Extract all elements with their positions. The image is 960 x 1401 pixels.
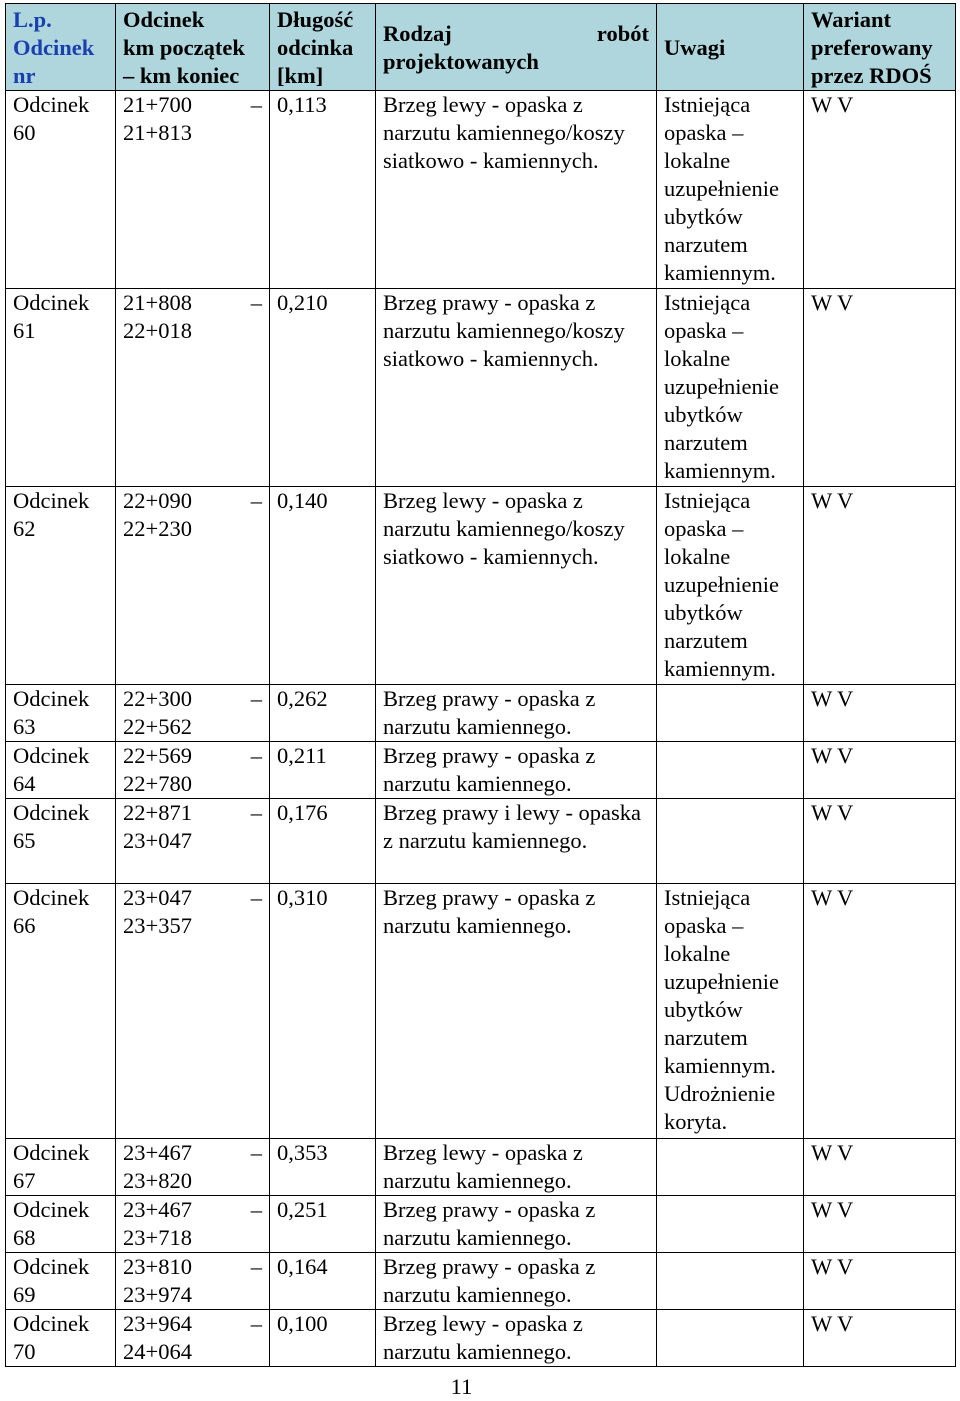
cell-km (116, 685, 270, 742)
km-end: 21+813 (123, 120, 192, 145)
work-description: Brzeg prawy - opaska z narzutu kamiennego. (383, 1254, 596, 1307)
header-odcinek-line: km początek (123, 35, 245, 60)
km-start: 22+871 (123, 800, 192, 825)
range-dash: – (250, 1311, 262, 1336)
table-row (6, 799, 956, 884)
header-dlugosc-line: odcinka (277, 35, 354, 60)
km-end: 23+357 (123, 913, 192, 938)
cell-length (270, 1196, 376, 1253)
cell-lp (6, 799, 116, 884)
table-row (6, 742, 956, 799)
cell-length (270, 1139, 376, 1196)
km-start: 22+090 (123, 488, 192, 513)
segment-length: 0,100 (277, 1311, 328, 1336)
table-row (6, 1310, 956, 1367)
header-rodzaj-line: projektowanych (383, 49, 539, 74)
segment-number: Odcinek 61 (13, 290, 90, 343)
cell-lp (6, 1139, 116, 1196)
table-row (6, 289, 956, 487)
header-dlugosc-line: [km] (277, 63, 324, 88)
segment-number: Odcinek 68 (13, 1197, 90, 1250)
cell-notes (657, 799, 804, 884)
cell-km (116, 487, 270, 685)
cell-variant (804, 91, 956, 289)
cell-notes (657, 289, 804, 487)
cell-work (376, 884, 657, 1139)
cell-notes (657, 1253, 804, 1310)
header-rodzaj (376, 4, 657, 91)
cell-work (376, 685, 657, 742)
cell-km (116, 1139, 270, 1196)
segment-length: 0,251 (277, 1197, 328, 1222)
cell-km (116, 91, 270, 289)
work-description: Brzeg prawy - opaska z narzutu kamiennego/koszy siatkowo - kamiennych. (383, 290, 625, 371)
cell-work (376, 1196, 657, 1253)
notes-text: Istniejąca opaska – lokalne uzupełnienie ubytków narzutem kamiennym. (664, 488, 779, 681)
cell-km (116, 1253, 270, 1310)
header-wariant-line: przez RDOŚ (811, 63, 932, 88)
segment-number: Odcinek 63 (13, 686, 90, 739)
cell-variant (804, 742, 956, 799)
segment-length: 0,113 (277, 92, 327, 117)
segment-number: Odcinek 60 (13, 92, 90, 145)
header-lp-line: nr (13, 63, 36, 88)
variant-value: W V (811, 686, 854, 711)
cell-km (116, 742, 270, 799)
header-rodzaj-word: robót (596, 21, 649, 46)
variant-value: W V (811, 743, 854, 768)
cell-length (270, 91, 376, 289)
header-lp (6, 4, 116, 91)
segment-number: Odcinek 69 (13, 1254, 90, 1307)
cell-lp (6, 1196, 116, 1253)
work-description: Brzeg prawy - opaska z narzutu kamiennego. (383, 885, 596, 938)
cell-work (376, 1253, 657, 1310)
variant-value: W V (811, 1140, 854, 1165)
cell-lp (6, 1253, 116, 1310)
cell-work (376, 742, 657, 799)
cell-variant (804, 799, 956, 884)
table-row (6, 1139, 956, 1196)
cell-notes (657, 1139, 804, 1196)
cell-lp (6, 91, 116, 289)
notes-text: Istniejąca opaska – lokalne uzupełnienie ubytków narzutem kamiennym. (664, 290, 779, 483)
table-row (6, 1253, 956, 1310)
variant-value: W V (811, 92, 854, 117)
cell-length (270, 742, 376, 799)
cell-variant (804, 685, 956, 742)
km-end: 23+974 (123, 1282, 192, 1307)
table-row (6, 487, 956, 685)
work-description: Brzeg prawy i lewy - opaska z narzutu kamiennego. (383, 800, 642, 853)
cell-lp (6, 289, 116, 487)
variant-value: W V (811, 1254, 854, 1279)
header-odcinek-line: Odcinek (123, 7, 205, 32)
segment-length: 0,211 (277, 743, 327, 768)
segment-number: Odcinek 70 (13, 1311, 90, 1364)
range-dash: – (250, 488, 262, 513)
cell-notes (657, 1310, 804, 1367)
table-row (6, 685, 956, 742)
cell-lp (6, 685, 116, 742)
cell-length (270, 1310, 376, 1367)
work-description: Brzeg lewy - opaska z narzutu kamiennego. (383, 1140, 583, 1193)
notes-text: Istniejąca opaska – lokalne uzupełnienie ubytków narzutem kamiennym. Udrożnienie koryta. (664, 885, 779, 1134)
cell-variant (804, 884, 956, 1139)
header-uwagi (657, 4, 804, 91)
range-dash: – (250, 290, 262, 315)
cell-length (270, 487, 376, 685)
cell-variant (804, 487, 956, 685)
km-start: 23+047 (123, 885, 192, 910)
cell-variant (804, 289, 956, 487)
segment-number: Odcinek 62 (13, 488, 90, 541)
cell-length (270, 289, 376, 487)
cell-notes (657, 91, 804, 289)
header-dlugosc (270, 4, 376, 91)
range-dash: – (250, 1197, 262, 1222)
segment-length: 0,164 (277, 1254, 328, 1279)
cell-work (376, 487, 657, 685)
cell-lp (6, 884, 116, 1139)
cell-length (270, 884, 376, 1139)
cell-variant (804, 1196, 956, 1253)
header-dlugosc-line: Długość (277, 7, 354, 32)
cell-variant (804, 1253, 956, 1310)
cell-work (376, 1310, 657, 1367)
header-rodzaj-word: Rodzaj (383, 21, 452, 46)
header-wariant-line: Wariant (811, 7, 892, 32)
variant-value: W V (811, 800, 854, 825)
km-start: 22+300 (123, 686, 192, 711)
km-start: 22+569 (123, 743, 192, 768)
segment-length: 0,210 (277, 290, 328, 315)
km-end: 23+820 (123, 1168, 192, 1193)
cell-notes (657, 685, 804, 742)
work-description: Brzeg prawy - opaska z narzutu kamiennego. (383, 686, 596, 739)
km-end: 23+718 (123, 1225, 192, 1250)
cell-lp (6, 742, 116, 799)
km-start: 21+808 (123, 290, 192, 315)
notes-text: Istniejąca opaska – lokalne uzupełnienie ubytków narzutem kamiennym. (664, 92, 779, 285)
segment-length: 0,140 (277, 488, 328, 513)
variant-value: W V (811, 885, 854, 910)
work-description: Brzeg prawy - opaska z narzutu kamiennego. (383, 1197, 596, 1250)
table-row (6, 91, 956, 289)
cell-work (376, 91, 657, 289)
range-dash: – (250, 885, 262, 910)
header-uwagi-text: Uwagi (664, 35, 726, 60)
cell-notes (657, 1196, 804, 1253)
cell-work (376, 799, 657, 884)
cell-km (116, 884, 270, 1139)
header-lp-line: Odcinek (13, 35, 95, 60)
range-dash: – (250, 800, 262, 825)
range-dash: – (250, 1140, 262, 1165)
cell-km (116, 289, 270, 487)
cell-km (116, 799, 270, 884)
header-wariant-line: preferowany (811, 35, 933, 60)
header-odcinek (116, 4, 270, 91)
work-description: Brzeg lewy - opaska z narzutu kamiennego/koszy siatkowo - kamiennych. (383, 92, 625, 173)
km-end: 23+047 (123, 828, 192, 853)
work-description: Brzeg lewy - opaska z narzutu kamiennego/koszy siatkowo - kamiennych. (383, 488, 625, 569)
segment-length: 0,310 (277, 885, 328, 910)
header-row (6, 4, 956, 91)
table-row (6, 884, 956, 1139)
cell-length (270, 685, 376, 742)
cell-notes (657, 487, 804, 685)
range-dash: – (250, 686, 262, 711)
cell-length (270, 799, 376, 884)
cell-lp (6, 487, 116, 685)
header-lp-line: L.p. (13, 7, 52, 32)
km-start: 23+467 (123, 1197, 192, 1222)
km-end: 22+562 (123, 714, 192, 739)
segment-number: Odcinek 64 (13, 743, 90, 796)
range-dash: – (250, 92, 262, 117)
works-table (5, 3, 956, 1367)
variant-value: W V (811, 1197, 854, 1222)
cell-length (270, 1253, 376, 1310)
range-dash: – (250, 743, 262, 768)
cell-km (116, 1310, 270, 1367)
header-odcinek-line: – km koniec (123, 63, 240, 88)
table-row (6, 1196, 956, 1253)
variant-value: W V (811, 1311, 854, 1336)
header-wariant (804, 4, 956, 91)
segment-number: Odcinek 65 (13, 800, 90, 853)
segment-number: Odcinek 66 (13, 885, 90, 938)
variant-value: W V (811, 488, 854, 513)
cell-notes (657, 742, 804, 799)
cell-lp (6, 1310, 116, 1367)
km-end: 24+064 (123, 1339, 192, 1364)
variant-value: W V (811, 290, 854, 315)
page-number: 11 (450, 1374, 473, 1399)
range-dash: – (250, 1254, 262, 1279)
work-description: Brzeg lewy - opaska z narzutu kamiennego. (383, 1311, 583, 1364)
cell-work (376, 289, 657, 487)
km-end: 22+018 (123, 318, 192, 343)
segment-number: Odcinek 67 (13, 1140, 90, 1193)
segment-length: 0,353 (277, 1140, 328, 1165)
km-start: 23+964 (123, 1311, 192, 1336)
km-end: 22+780 (123, 771, 192, 796)
segment-length: 0,262 (277, 686, 328, 711)
cell-work (376, 1139, 657, 1196)
segment-length: 0,176 (277, 800, 328, 825)
km-start: 23+467 (123, 1140, 192, 1165)
km-end: 22+230 (123, 516, 192, 541)
cell-km (116, 1196, 270, 1253)
cell-variant (804, 1310, 956, 1367)
cell-notes (657, 884, 804, 1139)
cell-variant (804, 1139, 956, 1196)
work-description: Brzeg prawy - opaska z narzutu kamiennego. (383, 743, 596, 796)
km-start: 23+810 (123, 1254, 192, 1279)
km-start: 21+700 (123, 92, 192, 117)
